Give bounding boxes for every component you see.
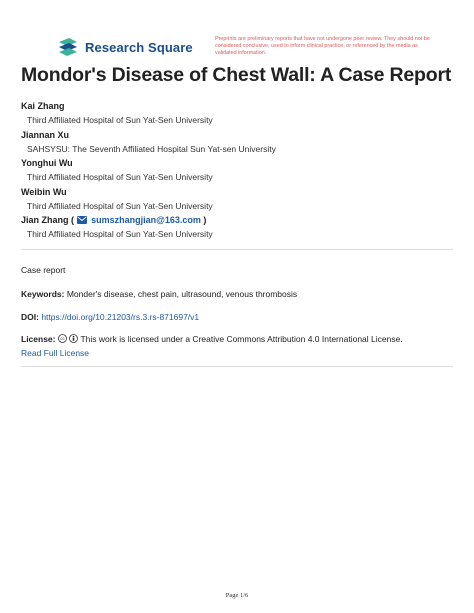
email-paren-close: ) [203, 215, 207, 225]
author-name: Kai Zhang [21, 101, 65, 111]
author-email: sumszhangjian@163.com [91, 215, 201, 225]
author-list [21, 99, 461, 242]
preprint-disclaimer: Preprints are preliminary reports that have not undergone peer review. They should not be considered conclusive, used to inform clinical practice, or referenced by the media as validated information. [215, 36, 430, 57]
keywords-label: Keywords: [21, 289, 65, 299]
article-type: Case report [21, 265, 66, 275]
author-affiliation: SAHSYSU: The Seventh Affiliated Hospital Sun Yat-sen University [27, 143, 276, 154]
research-square-logo[interactable] [57, 38, 193, 56]
research-square-logo-icon [57, 38, 79, 56]
doi-link[interactable]: https://doi.org/10.21203/rs.3.rs-871697/v1 [41, 312, 200, 322]
author-affiliation: Third Affiliated Hospital of Sun Yat-Sen University [27, 200, 213, 211]
license-line [21, 334, 403, 344]
author-email-link[interactable] [77, 215, 207, 225]
author-name: Weibin Wu [21, 186, 67, 197]
author-affiliation: Third Affiliated Hospital of Sun Yat-Sen University [27, 115, 213, 125]
author-name: Jian Zhang [21, 215, 69, 225]
svg-text:cc: cc [60, 336, 65, 342]
author-affiliation: Third Affiliated Hospital of Sun Yat-Sen University [27, 172, 213, 182]
corresponding-author [21, 213, 461, 227]
page-number: Page 1/6 [225, 592, 249, 599]
doi-label: DOI: [21, 312, 39, 322]
divider [21, 366, 453, 367]
author-name: Jiannan Xu [21, 129, 70, 140]
author-entry [21, 213, 461, 242]
keywords-value: Monder's disease, chest pain, ultrasound, venous thrombosis [66, 289, 298, 299]
author-entry [21, 156, 461, 185]
license-label: License: [21, 334, 56, 344]
keywords-line [21, 289, 297, 299]
read-full-license-link[interactable]: Read Full License [21, 348, 90, 358]
attribution-icon [69, 334, 78, 343]
email-paren-open: ( [71, 215, 75, 225]
doi-line [21, 312, 199, 322]
author-entry [21, 128, 461, 157]
divider [21, 249, 453, 250]
author-entry [21, 185, 461, 214]
license-text: This work is licensed under a Creative Commons Attribution 4.0 International License. [80, 334, 403, 344]
brand-name: Research Square [85, 39, 193, 55]
author-affiliation: Third Affiliated Hospital of Sun Yat-Sen University [27, 229, 213, 239]
read-full-license-line [21, 348, 89, 358]
envelope-icon [77, 216, 87, 224]
creative-commons-icon [58, 334, 67, 343]
author-name: Yonghui Wu [21, 158, 73, 168]
author-entry [21, 99, 461, 128]
page-title: Mondor's Disease of Chest Wall: A Case Report [21, 64, 452, 86]
